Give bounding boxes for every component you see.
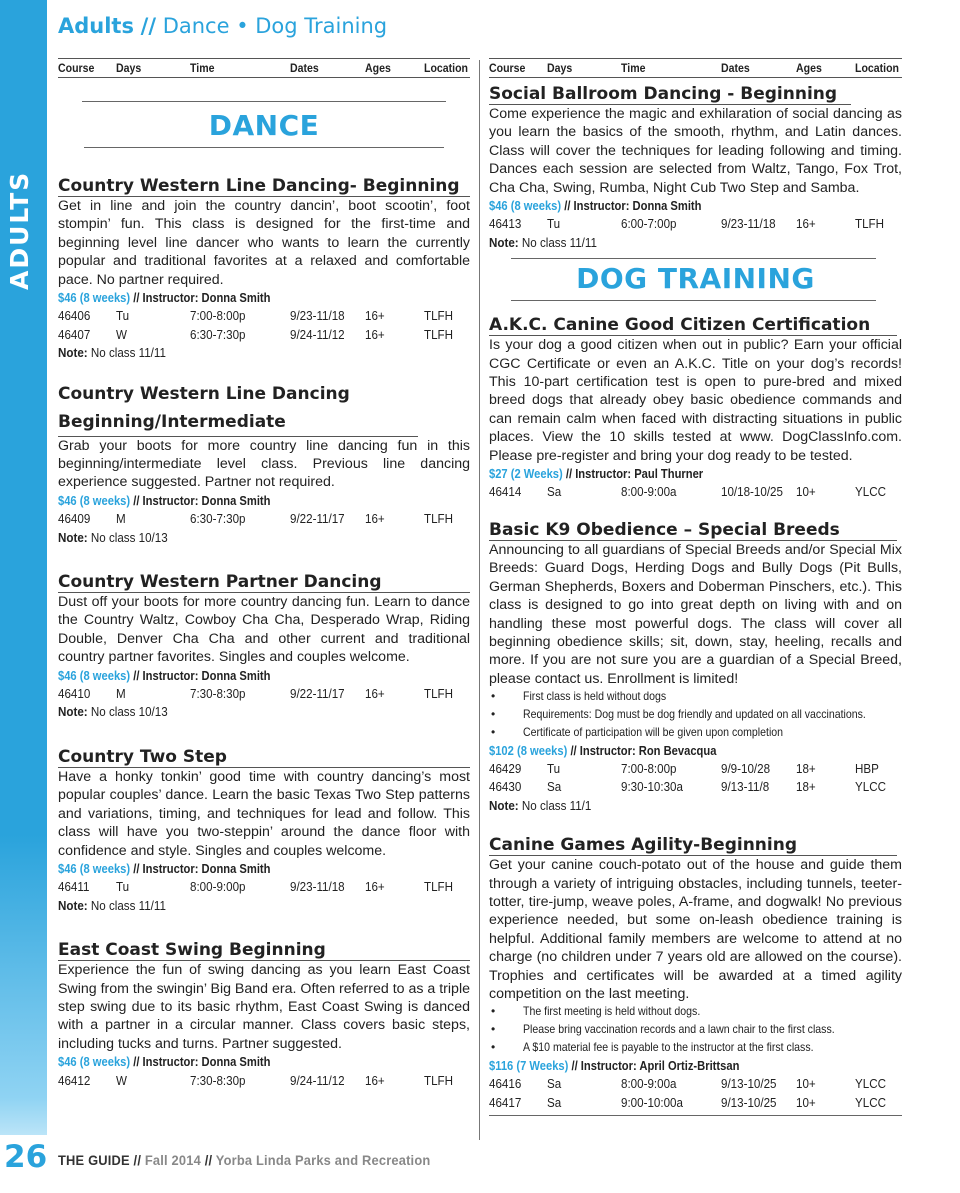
class-listing [58,176,470,363]
course-days: Tu [116,308,130,324]
course-dates: 9/13-10/25 [721,1076,777,1092]
course-days: Tu [116,879,130,895]
col-time: Time [621,61,646,75]
note-label: Note: [489,797,519,813]
course-ages: 16+ [365,1072,385,1088]
course-location: YLCC [855,1076,886,1092]
footer-guide: THE GUIDE [58,1152,130,1168]
list-item-text: Certificate of participation will be given upon completion [523,724,784,739]
course-location: YLCC [855,484,886,500]
course-days: Sa [547,779,562,795]
footer-sep: // [204,1152,213,1168]
class-instructor: // Instructor: Ron Bevacqua [570,742,717,758]
footer-sep: // [133,1152,142,1168]
class-fee-line [58,289,412,307]
course-time: 6:00-7:00p [621,216,677,232]
col-location: Location [424,61,468,75]
course-dates: 9/23-11/18 [290,308,345,324]
course-days: Tu [547,760,561,776]
course-number: 46417 [489,1094,522,1110]
class-description: Experience the fun of swing dancing as you learn East Coast Swing from the swingin’ Big Band era. Often referred to as a triple step swing due to its basic rhythm, East Coast Swing is danced with a partner in a circular manner. Class covers basic steps, including tucks and turns. Partner suggested. [58,962,470,1052]
class-fee: $46 (8 weeks) [58,492,131,508]
course-dates: 9/22-11/17 [290,511,345,527]
class-listing [58,572,470,722]
note-label: Note: [58,704,88,720]
list-item-text: Please bring vaccination records and a lawn chair to the first class. [523,1022,835,1037]
schedule-row [489,483,902,501]
class-title: Country Western Line Dancing- Beginning [58,176,470,197]
list-item-text: The first meeting is held without dogs. [523,1004,701,1019]
course-number: 46406 [58,308,91,324]
schedule-row [489,1075,902,1093]
schedule-row [489,778,902,796]
section-title-dog-training: DOG TRAINING [576,262,815,296]
class-title: A.K.C. Canine Good Citizen Certification [489,315,897,336]
course-number: 46409 [58,511,91,527]
course-number: 46407 [58,326,91,342]
section-rule [511,258,876,259]
class-instructor: // Instructor: Donna Smith [564,198,702,214]
column-header-row [58,58,470,78]
course-days: Sa [547,1076,562,1092]
col-days: Days [116,61,142,75]
class-note [489,234,852,252]
class-fee: $46 (8 weeks) [489,198,562,214]
course-location: TLFH [424,308,454,324]
course-ages: 16+ [365,879,385,895]
class-fee: $46 (8 weeks) [58,1054,131,1070]
note-label: Note: [58,345,88,361]
list-item [489,1039,902,1057]
note-text: No class 10/13 [90,704,168,720]
class-title: Social Ballroom Dancing - Beginning [489,84,851,105]
col-dates: Dates [721,61,750,75]
course-number: 46430 [489,779,522,795]
class-note [489,797,852,815]
class-fee: $102 (8 weeks) [489,742,568,758]
class-fee-line [489,742,844,760]
class-note [58,897,421,915]
section-rule [511,300,876,301]
course-location: YLCC [855,779,886,795]
col-dates: Dates [290,61,319,75]
note-text: No class 10/13 [90,529,168,545]
page-header [58,14,387,38]
sidebar-band [0,0,47,1193]
schedule-row [58,326,470,344]
class-description: Announcing to all guardians of Special Breeds and/or Special Mix Breeds: Guard Dogs, Herding Dogs and Bully Dogs (Pit Bulls, German Shepherds, Boxers and Doberman Pinschers, etc.). This class is designed to go into great depth on living with and on handling these most powerful dogs. The class will cover all beginning obedience skills; sit, down, stay, heeling, recalls and more. If you are not sure you are a guardian of a Special Breed, please contact us. Enrollment is limited! [489,541,902,687]
right-column [489,58,902,1116]
class-instructor: // Instructor: Donna Smith [133,290,271,306]
course-number: 46416 [489,1076,522,1092]
class-note [58,529,421,547]
course-dates: 9/13-11/8 [721,779,770,795]
class-instructor: // Instructor: Donna Smith [133,1054,271,1070]
note-text: No class 11/1 [521,797,592,813]
course-dates: 9/13-10/25 [721,1094,777,1110]
class-fee-line [58,860,412,878]
list-item [489,1021,902,1039]
left-column [58,58,470,1090]
course-time: 7:30-8:30p [190,1072,246,1088]
course-dates: 9/24-11/12 [290,1072,345,1088]
column-bottom-rule [489,1115,902,1116]
page-number: 26 [4,1139,48,1175]
list-item [489,1003,902,1021]
list-item [489,724,902,742]
class-title: Country Two Step [58,747,470,768]
bullet-icon: • [491,689,496,704]
list-item [489,706,902,724]
class-listing [489,520,902,815]
course-days: Sa [547,484,562,500]
course-ages: 18+ [796,779,816,795]
class-description: Have a honky tonkin’ good time with country dancing’s most popular couples’ dance. Learn the basic Texas Two Step patterns and variations, timing, and techniques for lead and follow. This class will have you two-steppin’ around the dance floor with confidence and style. Singles and couples welcome. [58,768,470,859]
course-location: YLCC [855,1094,886,1110]
schedule-row [58,510,470,528]
course-time: 9:00-10:00a [621,1094,683,1110]
course-time: 8:00-9:00a [621,484,677,500]
class-description: Dust off your boots for more country dancing fun. Learn to dance the Country Waltz, Cowboy Cha Cha, Desperado Wrap, Riding Double, Denver Cha Cha and other current and traditional country partner favorites. Singles and couples welcome. [58,594,470,666]
class-fee-line [489,1057,844,1075]
course-time: 7:00-8:00p [190,308,246,324]
class-listing [58,940,470,1090]
footer-season: Fall 2014 [144,1152,201,1168]
class-title-line2: Beginning/Intermediate [58,408,418,437]
class-description: Come experience the magic and exhilaration of social dancing as you learn the basics of the smooth, rhythm, and Latin dances. Class will cover the techniques for leading following and timing. Dances each session are selected from Waltz, Tango, Fox Trot, Cha Cha, Swing, Rumba, Night Cub Two Step and Samba. [489,106,902,196]
schedule-row [489,760,902,778]
schedule-row [58,878,470,896]
list-item-text: A $10 material fee is payable to the instructor at the first class. [523,1039,814,1054]
footer-org: Yorba Linda Parks and Recreation [215,1152,431,1168]
course-ages: 16+ [365,326,385,342]
class-fee: $46 (8 weeks) [58,290,131,306]
course-time: 6:30-7:30p [190,326,246,342]
course-dates: 9/23-11/18 [721,216,776,232]
requirements-list [489,688,902,741]
class-instructor: // Instructor: Paul Thurner [565,466,704,482]
course-location: TLFH [855,216,885,232]
course-days: M [116,686,126,702]
class-title: Country Western Partner Dancing [58,572,470,593]
class-title: Canine Games Agility-Beginning [489,835,897,856]
course-location: TLFH [424,1072,454,1088]
course-number: 46414 [489,484,522,500]
course-dates: 9/22-11/17 [290,686,345,702]
course-location: TLFH [424,326,454,342]
course-number: 46412 [58,1072,91,1088]
page-footer [58,1152,430,1168]
note-text: No class 11/11 [90,345,166,361]
course-days: W [116,1072,127,1088]
course-time: 9:30-10:30a [621,779,683,795]
course-days: Tu [547,216,561,232]
bullet-icon: • [491,724,496,739]
class-title: Country Western Line Dancing [58,383,350,404]
list-item-text: Requirements: Dog must be dog friendly and updated on all vaccinations. [523,706,866,721]
course-ages: 10+ [796,1076,816,1092]
section-title-dance: DANCE [208,109,320,142]
class-listing [58,380,470,547]
page-number-box [0,1135,47,1193]
class-description: Get your canine couch-potato out of the house and guide them through a variety of intriguing obstacles, including tunnels, teeter-totter, tire-jump, weave poles, A-frame, and dogwalk! No previous experience needed, but some on-leash obedience training is helpful. Additional family members are welcome to attend at no charge (no children under 7 years old are allowed on the course). Trophies and certificates will be awarded at a timed agility competition on the last meeting. [489,857,902,1002]
course-days: W [116,326,127,342]
course-days: Sa [547,1094,562,1110]
course-time: 6:30-7:30p [190,511,246,527]
class-listing [58,747,470,915]
col-location: Location [855,61,899,75]
class-fee: $27 (2 Weeks) [489,466,563,482]
note-label: Note: [58,897,88,913]
section-rule [82,101,446,102]
course-dates: 9/23-11/18 [290,879,345,895]
course-location: HBP [855,760,879,776]
class-listing [489,315,902,502]
course-time: 7:00-8:00p [621,760,677,776]
class-title: East Coast Swing Beginning [58,940,470,961]
class-instructor: // Instructor: Donna Smith [133,667,271,683]
class-note [58,703,421,721]
header-category: Adults [58,14,134,38]
column-header-row [489,58,902,78]
course-ages: 16+ [365,511,385,527]
class-fee: $116 (7 Weeks) [489,1057,569,1073]
class-title: Basic K9 Obedience – Special Breeds [489,520,897,541]
bullet-icon: • [491,1039,496,1054]
class-fee-line [58,492,412,510]
course-time: 8:00-9:00p [190,879,246,895]
note-label: Note: [58,529,88,545]
course-time: 7:30-8:30p [190,686,246,702]
column-divider [479,60,480,1140]
course-ages: 16+ [365,308,385,324]
schedule-row [58,1072,470,1090]
schedule-row [58,307,470,325]
class-fee-line [489,197,844,215]
class-instructor: // Instructor: Donna Smith [133,860,271,876]
schedule-row [489,1094,902,1112]
class-fee: $46 (8 weeks) [58,667,131,683]
course-days: M [116,511,126,527]
course-location: TLFH [424,879,454,895]
col-ages: Ages [796,61,822,75]
course-number: 46411 [58,879,90,895]
class-instructor: // Instructor: April Ortiz-Brittsan [571,1057,740,1073]
schedule-row [58,685,470,703]
course-ages: 16+ [796,216,816,232]
course-time: 8:00-9:00a [621,1076,677,1092]
class-note [58,344,421,362]
class-fee-line [58,1053,412,1071]
course-dates: 9/24-11/12 [290,326,345,342]
requirements-list [489,1003,902,1056]
col-ages: Ages [365,61,391,75]
course-ages: 10+ [796,1094,816,1110]
header-separator: // [140,14,157,38]
class-description: Get in line and join the country dancin’, boot scootin’, foot stompin’ fun. This class is designed for the first-time and beginning level line dancer who wants to learn the currently popular and traditional favorites at a relaxed and comfortable pace. No partner required. [58,198,470,288]
class-description: Is your dog a good citizen when out in public? Earn your official CGC Certificate or even an A.K.C. Title on your dog’s records! This 10-part certification test is open to pure-bred and mixed breed dogs that already obey basic obedience commands and can remain calm when faced with distracting situations in public places. View the 10 skills tested at www. DogClassInfo.com. Please pre-register and bring your dog ready to be tested. [489,337,902,464]
class-fee: $46 (8 weeks) [58,860,131,876]
list-item [489,688,902,706]
course-dates: 9/9-10/28 [721,760,771,776]
col-days: Days [547,61,573,75]
course-ages: 16+ [365,686,385,702]
course-ages: 10+ [796,484,816,500]
list-item-text: First class is held without dogs [523,689,667,704]
course-number: 46413 [489,216,522,232]
bullet-icon: • [491,1022,496,1037]
col-course: Course [58,61,95,75]
class-listing [489,84,902,252]
header-subtitle: Dance • Dog Training [162,14,388,38]
course-location: TLFH [424,686,454,702]
class-listing [489,835,902,1116]
class-description: Grab your boots for more country line dancing fun in this beginning/intermediate level class. Previous line dancing experience suggested. Partner not required. [58,437,470,491]
note-text: No class 11/11 [521,234,597,250]
schedule-row [489,215,902,233]
section-rule [84,147,444,148]
course-number: 46410 [58,686,91,702]
class-instructor: // Instructor: Donna Smith [133,492,271,508]
bullet-icon: • [491,1004,496,1019]
col-time: Time [190,61,215,75]
bullet-icon: • [491,706,496,721]
col-course: Course [489,61,526,75]
course-ages: 18+ [796,760,816,776]
note-label: Note: [489,234,519,250]
section-tab-label: ADULTS [5,170,34,290]
course-dates: 10/18-10/25 [721,484,783,500]
course-location: TLFH [424,511,454,527]
note-text: No class 11/11 [90,897,166,913]
class-fee-line [489,465,844,483]
class-fee-line [58,667,412,685]
course-number: 46429 [489,760,522,776]
